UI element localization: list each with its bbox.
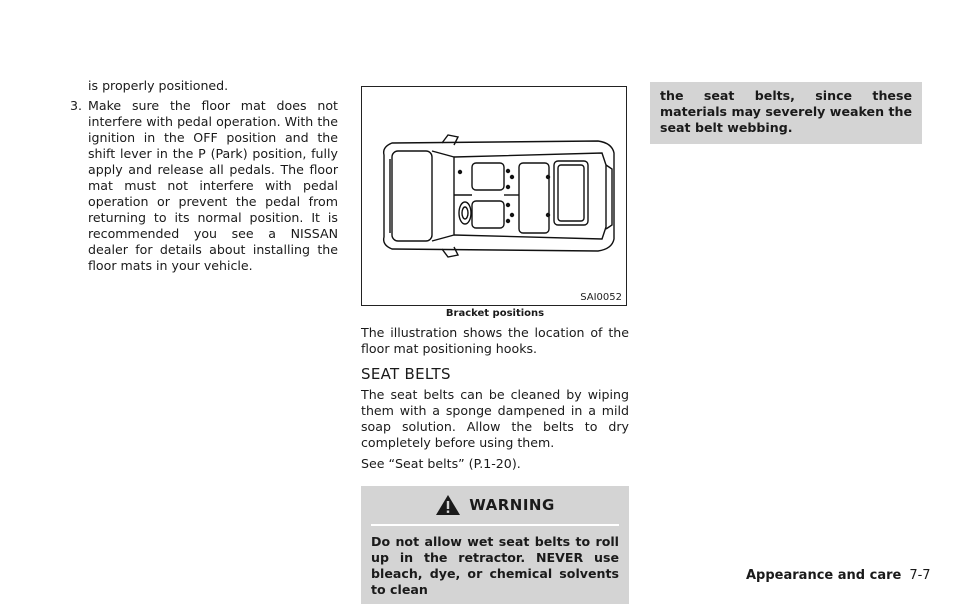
list-number: 3.	[70, 98, 83, 113]
illustration-description: The illustration shows the location of the floor mat positioning hooks.	[361, 325, 629, 356]
warning-box	[361, 486, 629, 604]
warning-header	[371, 494, 619, 526]
vehicle-floor-illustration	[361, 86, 627, 306]
column-middle	[361, 82, 629, 604]
footer-section-name: Appearance and care	[746, 568, 902, 583]
column-right	[650, 82, 922, 144]
list-item-text: Make sure the floor mat does not interfere with pedal operation. With the ignition in the OFF position and the shift lever in the P (Park) position, fully apply and release all pedals. The floor mat must not interfere with pedal operation or prevent the pedal from returning to its normal position. It is recommended you see a NISSAN dealer for details about installing the floor mats in your vehicle.	[88, 98, 338, 273]
vehicle-top-view-drawing	[362, 87, 628, 307]
cross-reference: See “Seat belts” (P.1-20).	[361, 456, 521, 471]
page-footer	[746, 568, 931, 583]
warning-text: Do not allow wet seat belts to roll up in the retractor. NEVER use bleach, dye, or chemical solvents to clean	[371, 534, 619, 597]
continued-text: is properly positioned.	[88, 78, 229, 93]
warning-continued-box	[650, 82, 922, 144]
column-left	[70, 78, 338, 274]
warning-continued-text: the seat belts, since these materials may severely weaken the seat belt webbing.	[660, 88, 912, 135]
section-text: The seat belts can be cleaned by wiping them with a sponge dampened in a mild soap solution. Allow the belts to dry completely before using them.	[361, 387, 629, 450]
warning-triangle-icon	[435, 494, 461, 516]
list-item-3	[70, 98, 338, 274]
section-title: SEAT BELTS	[361, 365, 451, 383]
page-number: 7-7	[909, 568, 931, 583]
figure-caption: Bracket positions	[445, 308, 545, 319]
warning-title: WARNING	[469, 496, 555, 514]
figure-code: SAI0052	[580, 292, 622, 303]
